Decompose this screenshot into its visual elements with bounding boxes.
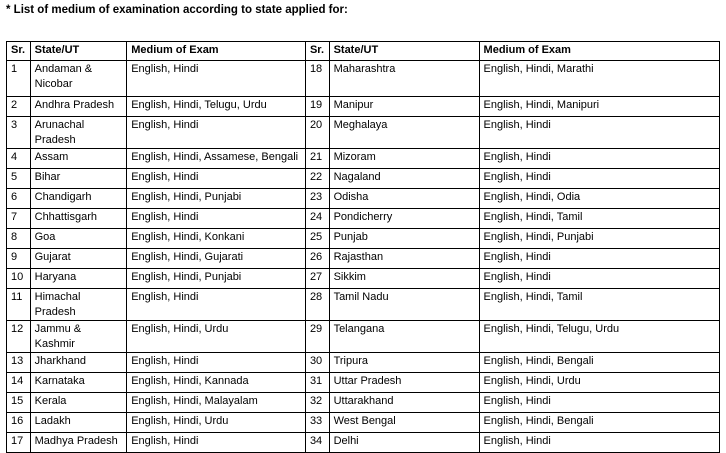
medium-cell: English, Hindi, Punjabi	[127, 269, 306, 289]
medium-cell: English, Hindi	[127, 117, 306, 149]
sr-cell: 29	[305, 321, 329, 353]
state-cell: Odisha	[329, 189, 479, 209]
medium-cell: English, Hindi	[127, 353, 306, 373]
state-cell: West Bengal	[329, 413, 479, 433]
table-row	[7, 149, 720, 169]
table-row	[7, 229, 720, 249]
state-cell: Sikkim	[329, 269, 479, 289]
sr-cell: 8	[7, 229, 31, 249]
sr-cell: 30	[305, 353, 329, 373]
state-cell: Assam	[30, 149, 127, 169]
medium-of-exam-table	[6, 41, 720, 453]
state-cell: Karnataka	[30, 373, 127, 393]
table-row	[7, 97, 720, 117]
state-cell: Chandigarh	[30, 189, 127, 209]
state-cell: Punjab	[329, 229, 479, 249]
state-cell: Pondicherry	[329, 209, 479, 229]
table-row	[7, 393, 720, 413]
sr-cell: 5	[7, 169, 31, 189]
sr-cell: 25	[305, 229, 329, 249]
header-sr-right: Sr.	[305, 42, 329, 61]
medium-cell: English, Hindi, Urdu	[127, 413, 306, 433]
medium-cell: English, Hindi, Bengali	[479, 353, 719, 373]
state-cell: Himachal Pradesh	[30, 289, 127, 321]
state-cell: Uttar Pradesh	[329, 373, 479, 393]
sr-cell: 26	[305, 249, 329, 269]
state-cell: Gujarat	[30, 249, 127, 269]
medium-cell: English, Hindi, Marathi	[479, 61, 719, 97]
medium-cell: English, Hindi	[479, 149, 719, 169]
state-cell: Manipur	[329, 97, 479, 117]
medium-cell: English, Hindi, Punjabi	[479, 229, 719, 249]
sr-cell: 12	[7, 321, 31, 353]
state-cell: Jammu & Kashmir	[30, 321, 127, 353]
state-cell: Meghalaya	[329, 117, 479, 149]
state-cell: Delhi	[329, 433, 479, 453]
sr-cell: 18	[305, 61, 329, 97]
sr-cell: 24	[305, 209, 329, 229]
sr-cell: 27	[305, 269, 329, 289]
state-cell: Madhya Pradesh	[30, 433, 127, 453]
state-cell: Goa	[30, 229, 127, 249]
medium-cell: English, Hindi, Manipuri	[479, 97, 719, 117]
page-heading: * List of medium of examination according to state applied for:	[6, 4, 348, 16]
table-row	[7, 249, 720, 269]
medium-cell: English, Hindi, Tamil	[479, 209, 719, 229]
sr-cell: 22	[305, 169, 329, 189]
medium-cell: English, Hindi	[479, 169, 719, 189]
header-medium-right: Medium of Exam	[479, 42, 719, 61]
sr-cell: 3	[7, 117, 31, 149]
table-row	[7, 209, 720, 229]
sr-cell: 28	[305, 289, 329, 321]
table-row	[7, 433, 720, 453]
sr-cell: 1	[7, 61, 31, 97]
state-cell: Andhra Pradesh	[30, 97, 127, 117]
table-row	[7, 289, 720, 321]
state-cell: Tamil Nadu	[329, 289, 479, 321]
medium-cell: English, Hindi	[127, 289, 306, 321]
medium-cell: English, Hindi, Malayalam	[127, 393, 306, 413]
medium-cell: English, Hindi	[127, 169, 306, 189]
medium-cell: English, Hindi, Tamil	[479, 289, 719, 321]
medium-cell: English, Hindi	[127, 209, 306, 229]
state-cell: Rajasthan	[329, 249, 479, 269]
state-cell: Andaman & Nicobar	[30, 61, 127, 97]
state-cell: Kerala	[30, 393, 127, 413]
sr-cell: 31	[305, 373, 329, 393]
state-cell: Ladakh	[30, 413, 127, 433]
header-state-left: State/UT	[30, 42, 127, 61]
state-cell: Mizoram	[329, 149, 479, 169]
table-row	[7, 269, 720, 289]
medium-cell: English, Hindi, Konkani	[127, 229, 306, 249]
state-cell: Uttarakhand	[329, 393, 479, 413]
sr-cell: 21	[305, 149, 329, 169]
medium-cell: English, Hindi	[479, 117, 719, 149]
state-cell: Haryana	[30, 269, 127, 289]
medium-cell: English, Hindi	[479, 249, 719, 269]
sr-cell: 16	[7, 413, 31, 433]
medium-cell: English, Hindi, Urdu	[479, 373, 719, 393]
sr-cell: 23	[305, 189, 329, 209]
medium-cell: English, Hindi, Telugu, Urdu	[479, 321, 719, 353]
sr-cell: 17	[7, 433, 31, 453]
header-state-right: State/UT	[329, 42, 479, 61]
sr-cell: 11	[7, 289, 31, 321]
medium-cell: English, Hindi, Assamese, Bengali	[127, 149, 306, 169]
table-row	[7, 189, 720, 209]
table-row	[7, 169, 720, 189]
sr-cell: 34	[305, 433, 329, 453]
medium-cell: English, Hindi	[479, 393, 719, 413]
header-medium-left: Medium of Exam	[127, 42, 306, 61]
header-sr-left: Sr.	[7, 42, 31, 61]
sr-cell: 4	[7, 149, 31, 169]
state-cell: Telangana	[329, 321, 479, 353]
sr-cell: 7	[7, 209, 31, 229]
sr-cell: 14	[7, 373, 31, 393]
medium-cell: English, Hindi, Telugu, Urdu	[127, 97, 306, 117]
state-cell: Bihar	[30, 169, 127, 189]
medium-cell: English, Hindi, Urdu	[127, 321, 306, 353]
state-cell: Nagaland	[329, 169, 479, 189]
state-cell: Arunachal Pradesh	[30, 117, 127, 149]
table-row	[7, 373, 720, 393]
state-cell: Tripura	[329, 353, 479, 373]
medium-cell: English, Hindi	[127, 433, 306, 453]
medium-cell: English, Hindi, Punjabi	[127, 189, 306, 209]
state-cell: Chhattisgarh	[30, 209, 127, 229]
sr-cell: 19	[305, 97, 329, 117]
table-row	[7, 117, 720, 149]
sr-cell: 2	[7, 97, 31, 117]
sr-cell: 33	[305, 413, 329, 433]
sr-cell: 32	[305, 393, 329, 413]
table-row	[7, 61, 720, 97]
medium-cell: English, Hindi, Odia	[479, 189, 719, 209]
medium-cell: English, Hindi	[127, 61, 306, 97]
state-cell: Maharashtra	[329, 61, 479, 97]
table-row	[7, 353, 720, 373]
sr-cell: 9	[7, 249, 31, 269]
state-cell: Jharkhand	[30, 353, 127, 373]
medium-cell: English, Hindi	[479, 269, 719, 289]
table-header-row	[7, 42, 720, 61]
medium-cell: English, Hindi, Gujarati	[127, 249, 306, 269]
medium-cell: English, Hindi	[479, 433, 719, 453]
sr-cell: 13	[7, 353, 31, 373]
medium-cell: English, Hindi, Bengali	[479, 413, 719, 433]
sr-cell: 20	[305, 117, 329, 149]
sr-cell: 10	[7, 269, 31, 289]
sr-cell: 15	[7, 393, 31, 413]
table-row	[7, 321, 720, 353]
table-row	[7, 413, 720, 433]
sr-cell: 6	[7, 189, 31, 209]
medium-cell: English, Hindi, Kannada	[127, 373, 306, 393]
